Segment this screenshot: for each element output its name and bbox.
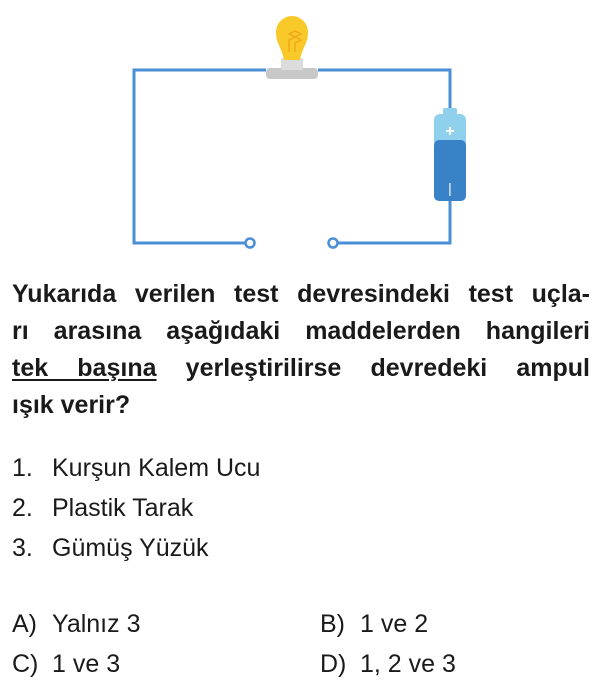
choice-letter: B) <box>320 610 345 638</box>
left-wire <box>134 70 266 243</box>
choice-c[interactable] <box>12 650 120 679</box>
item-number: 2. <box>12 494 33 522</box>
choice-text: 1, 2 ve 3 <box>360 650 456 678</box>
choice-text: Yalnız 3 <box>52 610 141 638</box>
item-number: 3. <box>12 534 33 562</box>
choice-letter: C) <box>12 650 39 678</box>
left-test-probe <box>246 239 255 248</box>
choice-b[interactable] <box>320 610 428 639</box>
item-text: Kurşun Kalem Ucu <box>52 454 261 482</box>
question-line-2: rı arasına aşağıdaki maddelerden hangileri <box>12 317 590 345</box>
choice-d[interactable] <box>320 650 456 679</box>
right-test-probe <box>329 239 338 248</box>
choice-text: 1 ve 2 <box>360 610 429 638</box>
item-text: Gümüş Yüzük <box>52 534 209 562</box>
item-number: 1. <box>12 454 33 482</box>
battery-minus-label: | <box>448 180 452 196</box>
choice-text: 1 ve 3 <box>52 650 121 678</box>
test-circuit-diagram <box>0 0 600 265</box>
choice-letter: A) <box>12 610 37 638</box>
item-list <box>12 448 260 568</box>
item-text: Plastik Tarak <box>52 494 194 522</box>
light-bulb-icon <box>266 16 318 79</box>
battery-plus-label: + <box>445 123 455 140</box>
question-text <box>12 276 590 424</box>
circuit-wires <box>134 70 450 243</box>
choice-letter: D) <box>320 650 347 678</box>
question-line-4: ışık verir? <box>12 391 131 419</box>
choice-a[interactable] <box>12 610 140 639</box>
list-item <box>12 488 260 528</box>
bottom-right-wire <box>337 200 450 243</box>
list-item <box>12 448 260 488</box>
underlined-phrase: tek başına <box>12 354 157 382</box>
question-line-3-rest: yerleştirilirse devredeki ampul <box>185 354 591 382</box>
question-line-1: Yukarıda verilen test devresindeki test uçla- <box>12 280 590 308</box>
question-line-3 <box>12 350 590 387</box>
battery-icon <box>434 108 466 201</box>
list-item <box>12 528 260 568</box>
top-right-wire <box>318 70 450 112</box>
